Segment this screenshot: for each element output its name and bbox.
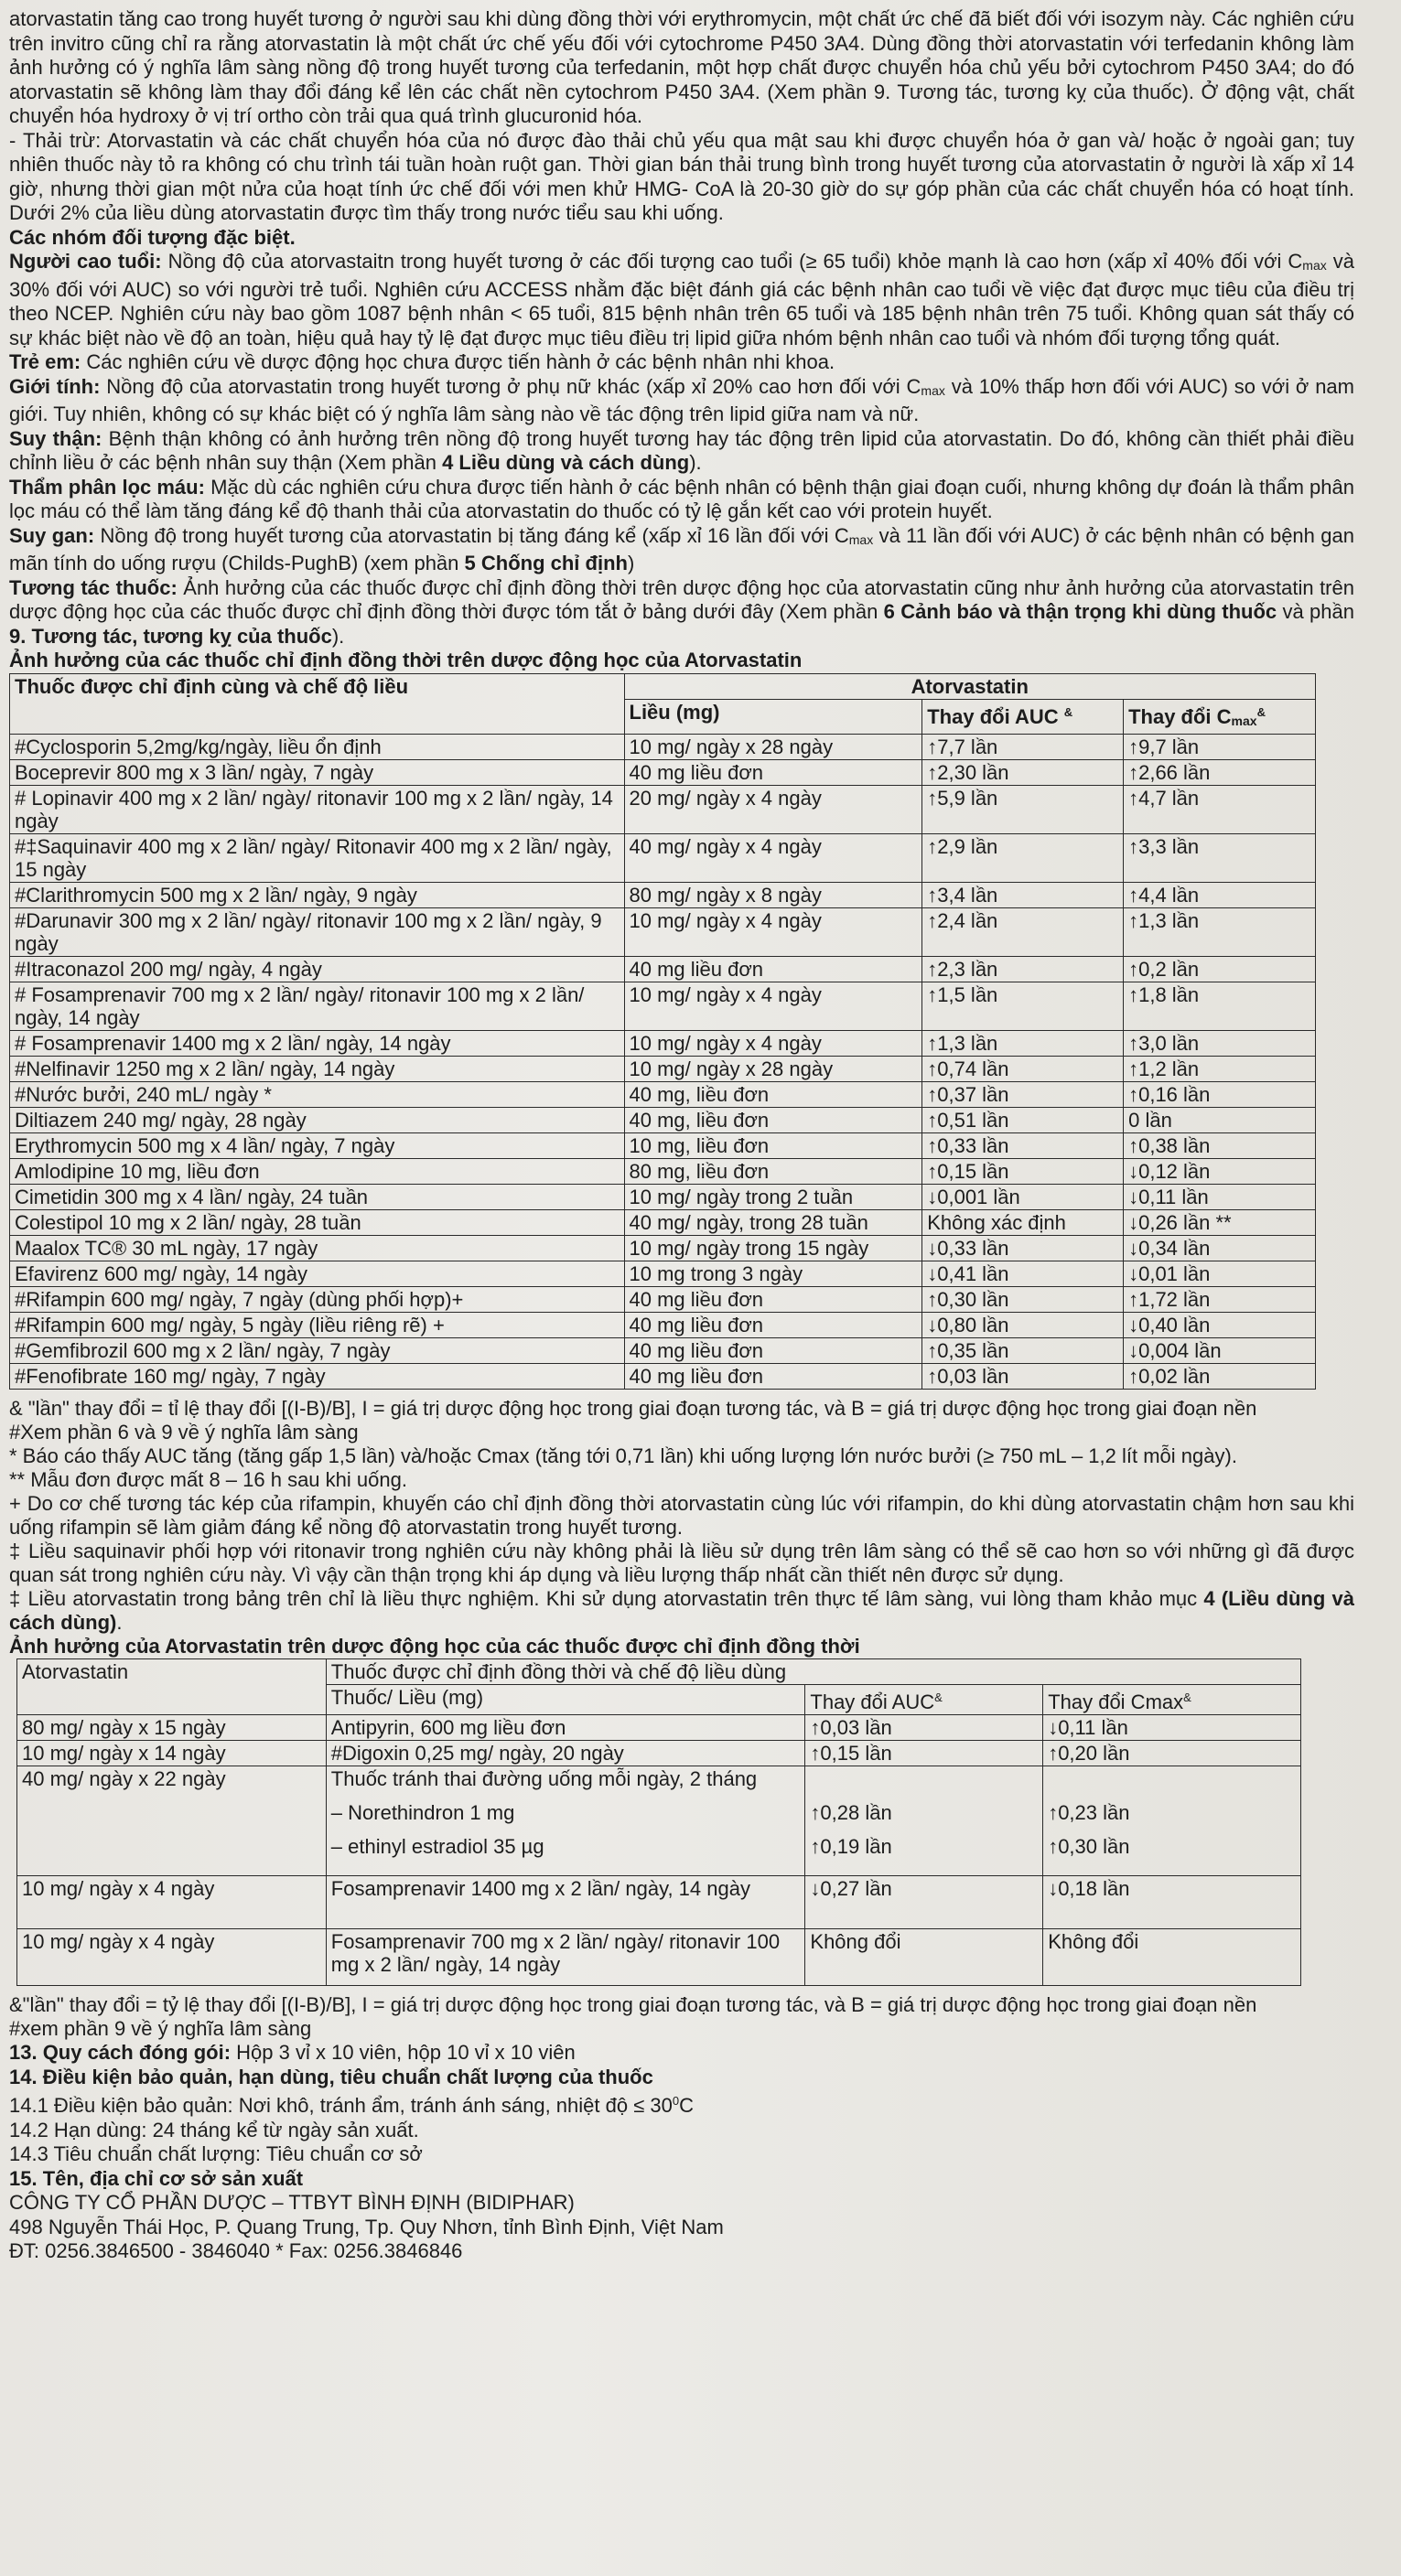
- table-cell: 40 mg/ ngày, trong 28 tuần: [624, 1209, 922, 1235]
- table-cell: ↑9,7 lần: [1124, 734, 1316, 759]
- table-cell: ↓0,41 lần: [922, 1261, 1124, 1286]
- table2-title: Ảnh hưởng của Atorvastatin trên dược động học của các thuốc được chỉ định đồng thời: [9, 1634, 860, 1658]
- table-cell: ↓0,80 lần: [922, 1312, 1124, 1337]
- table-cell: ↑0,38 lần: [1124, 1132, 1316, 1158]
- table-row: [17, 1766, 1301, 1876]
- table-cell: #Itraconazol 200 mg/ ngày, 4 ngày: [10, 956, 625, 982]
- company-phone: ĐT: 0256.3846500 - 3846040 * Fax: 0256.3846846: [9, 2239, 463, 2262]
- table-row: [10, 1081, 1316, 1107]
- table-cell: ↓0,12 lần: [1124, 1158, 1316, 1184]
- table-cell: ↓0,004 lần: [1124, 1337, 1316, 1363]
- table-cell: # Fosamprenavir 700 mg x 2 lần/ ngày/ ritonavir 100 mg x 2 lần/ ngày, 14 ngày: [10, 982, 625, 1030]
- table-cell: ↑0,37 lần: [922, 1081, 1124, 1107]
- table-cell: ↑2,4 lần: [922, 907, 1124, 956]
- table-cell: ↑0,03 lần: [922, 1363, 1124, 1389]
- section-14-1: 14.1 Điều kiện bảo quản: Nơi khô, tránh ẩm, tránh ánh sáng, nhiệt độ ≤ $30^0C$: [9, 2094, 694, 2117]
- table-cell: ↑2,9 lần: [922, 833, 1124, 882]
- table-cell: # Fosamprenavir 1400 mg x 2 lần/ ngày, 14 ngày: [10, 1030, 625, 1056]
- table-cell: ↑1,2 lần: [1124, 1056, 1316, 1081]
- table-row: [10, 1107, 1316, 1132]
- table-cell: #‡Saquinavir 400 mg x 2 lần/ ngày/ Ritonavir 400 mg x 2 lần/ ngày, 15 ngày: [10, 833, 625, 882]
- table-cell: ↑2,3 lần: [922, 956, 1124, 982]
- table-cell: #Digoxin 0,25 mg/ ngày, 20 ngày: [326, 1741, 805, 1766]
- table-cell: ↑0,2 lần: [1124, 956, 1316, 982]
- table-row: [10, 1184, 1316, 1209]
- table-cell: ↑0,30 lần: [922, 1286, 1124, 1312]
- gender-paragraph: Giới tính: Nồng độ của atorvastatin trong huyết tương ở phụ nữ khác (xấp xỉ 20% cao hơn đối với Cmax và 10% thấp hơn đối với AUC) so với ở nam giới. Tuy nhiên, không có sự khác biệt có ý nghĩa lâm sàng nào về tác động trên lipid giữa nam và nữ.: [9, 374, 1354, 425]
- table-row: [10, 833, 1316, 882]
- table-cell: # Lopinavir 400 mg x 2 lần/ ngày/ ritonavir 100 mg x 2 lần/ ngày, 14 ngày: [10, 785, 625, 833]
- table2-header-group: Thuốc được chỉ định đồng thời và chế độ liều dùng: [326, 1659, 1300, 1685]
- table-row: [10, 759, 1316, 785]
- table-cell: Boceprevir 800 mg x 3 lần/ ngày, 7 ngày: [10, 759, 625, 785]
- intro-paragraph-2: - Thải trừ: Atorvastatin và các chất chuyển hóa của nó được đào thải chủ yếu qua mật sau khi được chuyển hóa ở gan và/ hoặc ở ngoài gan; tuy nhiên thuốc này tỏ ra không có chu trình tái tuần hoàn ruột gan. Thời gian bán thải trung bình trong huyết tương của atorvastatin ở người là xấp xỉ 14 giờ, nhưng thời gian một nửa của hoạt tính ức chế đối với men khử HMG- CoA là 20-30 giờ do sự góp phần của các chất chuyển hóa có hoạt tính. Dưới 2% của liều dùng atorvastatin được tìm thấy trong nước tiểu sau khi uống.: [9, 128, 1354, 224]
- table2-header-cmax: Thay đổi Cmax&: [1043, 1685, 1301, 1715]
- table-cell: ↓0,26 lần **: [1124, 1209, 1316, 1235]
- auc-value: ↑0,28 lần: [810, 1801, 892, 1824]
- table-cell: 40 mg liều đơn: [624, 1337, 922, 1363]
- table-cell: 40 mg, liều đơn: [624, 1107, 922, 1132]
- table-cell: 40 mg/ ngày x 22 ngày: [17, 1766, 327, 1876]
- auc-value: ↑0,19 lần: [810, 1835, 892, 1858]
- table-cell: Không đổi: [805, 1929, 1043, 1986]
- table-cell: ↓0,27 lần: [805, 1876, 1043, 1929]
- table-cell: 10 mg/ ngày x 4 ngày: [17, 1876, 327, 1929]
- table-row: [10, 785, 1316, 833]
- table-cell: ↑2,66 lần: [1124, 759, 1316, 785]
- table-cell: ↑0,15 lần: [805, 1741, 1043, 1766]
- table-cell: 10 mg/ ngày x 28 ngày: [624, 1056, 922, 1081]
- table-cell: ↓0,01 lần: [1124, 1261, 1316, 1286]
- table-cell: ↓0,33 lần: [922, 1235, 1124, 1261]
- table1-header-cmax: Thay đổi Cmax&: [1124, 699, 1316, 734]
- interaction-table-2: [16, 1658, 1301, 1986]
- table-cell: 80 mg, liều đơn: [624, 1158, 922, 1184]
- table-cell: 40 mg liều đơn: [624, 1312, 922, 1337]
- table-cell: ↓0,001 lần: [922, 1184, 1124, 1209]
- section-14-2: 14.2 Hạn dùng: 24 tháng kể từ ngày sản xuất.: [9, 2118, 419, 2141]
- table-row: [10, 1312, 1316, 1337]
- section-14-3: 14.3 Tiêu chuẩn chất lượng: Tiêu chuẩn cơ sở: [9, 2142, 423, 2165]
- table-row: [10, 1363, 1316, 1389]
- table-cell: ↑1,3 lần: [922, 1030, 1124, 1056]
- table-cell: Efavirenz 600 mg/ ngày, 14 ngày: [10, 1261, 625, 1286]
- table-cell: 10 mg trong 3 ngày: [624, 1261, 922, 1286]
- cmax-value: ↑0,30 lần: [1048, 1835, 1130, 1858]
- table-row: [10, 1030, 1316, 1056]
- table-cell: ↑4,7 lần: [1124, 785, 1316, 833]
- hepatic-paragraph: Suy gan: Nồng độ trong huyết tương của atorvastatin bị tăng đáng kể (xấp xỉ 16 lần đối với Cmax và 11 lần đối với AUC) ở các bệnh nhân có bệnh gan mãn tính do uống rượu (Childs-PughB) (xem phần 5 Chống chỉ định): [9, 523, 1354, 574]
- table1-title: Ảnh hưởng của các thuốc chỉ định đồng thời trên dược động học của Atorvastatin: [9, 649, 803, 671]
- table-cell: Không xác định: [922, 1209, 1124, 1235]
- table-cell: Amlodipine 10 mg, liều đơn: [10, 1158, 625, 1184]
- table-row: [17, 1741, 1301, 1766]
- table-cell: 80 mg/ ngày x 15 ngày: [17, 1715, 327, 1741]
- table-cell: ↑0,02 lần: [1124, 1363, 1316, 1389]
- footnote: #Xem phần 6 và 9 về ý nghĩa lâm sàng: [9, 1420, 359, 1444]
- table-cell: 0 lần: [1124, 1107, 1316, 1132]
- table-cell: 40 mg/ ngày x 4 ngày: [624, 833, 922, 882]
- norethindron-label: – Norethindron 1 mg: [330, 1801, 515, 1824]
- table-cell: ↑0,03 lần: [805, 1715, 1043, 1741]
- table-cell: ↑4,4 lần: [1124, 882, 1316, 907]
- table-row: [10, 1056, 1316, 1081]
- intro-paragraph-1: atorvastatin tăng cao trong huyết tương ở người sau khi dùng đồng thời với erythromycin, một chất ức chế đã biết đối với isozym này. Các nghiên cứu trên invitro cũng chỉ ra rằng atorvastatin là một chất ức chế yếu đối với cytochrome P450 3A4. Dùng đồng thời atorvastatin với terfedanin không làm ảnh hưởng có ý nghĩa lâm sàng nồng độ trong huyết tương của terfedanin, một hợp chất được chuyển hóa chủ yếu bởi cytochrom P450 3A4; do đó atorvastatin sẽ không làm thay đổi đáng kể lên các chất nền cytochrom P450 3A4. (Xem phần 9. Tương tác, tương kỵ của thuốc). Ở động vật, chất chuyển hóa hydroxy ở vị trí ortho còn trải qua quá trình glucuronid hóa.: [9, 7, 1354, 127]
- table-cell: ↓0,18 lần: [1043, 1876, 1301, 1929]
- footnote: & "lần" thay đổi = tỉ lệ thay đổi [(I-B)/B], I = giá trị dược động học trong giai đoạn tương tác, và B = giá trị dược động học trong giai đoạn nền: [9, 1396, 1257, 1420]
- table-cell: #Clarithromycin 500 mg x 2 lần/ ngày, 9 ngày: [10, 882, 625, 907]
- table-cell: 40 mg liều đơn: [624, 956, 922, 982]
- footnote: + Do cơ chế tương tác kép của rifampin, khuyến cáo chỉ định đồng thời atorvastatin cùng lúc với rifampin, do khi dùng atorvastatin chậm hơn sau khi uống rifampin sẽ làm giảm đáng kể nồng độ atorvastatin trong huyết tương.: [9, 1491, 1354, 1539]
- contraceptive-label: Thuốc tránh thai đường uống mỗi ngày, 2 tháng: [330, 1767, 758, 1790]
- table1-footnotes: [9, 1397, 1354, 1635]
- table-cell: #Rifampin 600 mg/ ngày, 7 ngày (dùng phối hợp)+: [10, 1286, 625, 1312]
- document-content: [9, 7, 1354, 2264]
- footnote: ‡ Liều atorvastatin trong bảng trên chỉ là liều thực nghiệm. Khi sử dụng atorvastatin trên thực tế lâm sàng, vui lòng tham khảo mục 4 (Liều dùng và cách dùng).: [9, 1586, 1354, 1634]
- ethinyl-estradiol-label: – ethinyl estradiol 35 µg: [330, 1835, 544, 1858]
- children-paragraph: Trẻ em: Các nghiên cứu về dược động học chưa được tiến hành ở các bệnh nhân nhi khoa.: [9, 350, 835, 373]
- table-cell: Colestipol 10 mg x 2 lần/ ngày, 28 tuần: [10, 1209, 625, 1235]
- table-cell: 10 mg/ ngày x 14 ngày: [17, 1741, 327, 1766]
- table2-header-auc: Thay đổi AUC&: [805, 1685, 1043, 1715]
- table-cell: ↑1,8 lần: [1124, 982, 1316, 1030]
- table-cell: 20 mg/ ngày x 4 ngày: [624, 785, 922, 833]
- table1-header-atorvastatin: Atorvastatin: [624, 673, 1316, 699]
- table1-header-drug: Thuốc được chỉ định cùng và chế độ liều: [10, 673, 625, 734]
- table-cell: ↑0,74 lần: [922, 1056, 1124, 1081]
- special-groups-heading: Các nhóm đối tượng đặc biệt.: [9, 225, 296, 249]
- table-cell: Không đổi: [1043, 1929, 1301, 1986]
- table1-body: [10, 734, 1316, 1389]
- table-cell: 10 mg/ ngày x 4 ngày: [624, 907, 922, 956]
- table-cell: ↑1,72 lần: [1124, 1286, 1316, 1312]
- elderly-paragraph: Người cao tuổi: Nồng độ của atorvastaitn trong huyết tương ở các đối tượng cao tuổi (≥ 65 tuổi) khỏe mạnh là cao hơn (xấp xỉ 40% đối với Cmax và 30% đối với AUC) so với người trẻ tuổi. Nghiên cứu ACCESS nhằm đặc biệt đánh giá các bệnh nhân cao tuổi về việc đạt được mục tiêu của điều trị theo NCEP. Nghiên cứu này bao gồm 1087 bệnh nhân < 65 tuổi, 815 bệnh nhân trên 65 tuổi và 185 bệnh nhân trên 75 tuổi. Không quan sát thấy có sự khác biệt nào về độ an toàn, hiệu quả hay tỷ lệ đạt được mục tiêu điều trị lipid giữa nhóm bệnh nhân cao tuổi và nhóm đối tượng tổng quát.: [9, 250, 1354, 349]
- table-row: [10, 1261, 1316, 1286]
- table-cell: 10 mg/ ngày x 28 ngày: [624, 734, 922, 759]
- table-cell: #Darunavir 300 mg x 2 lần/ ngày/ ritonavir 100 mg x 2 lần/ ngày, 9 ngày: [10, 907, 625, 956]
- section-13: 13. Quy cách đóng gói: Hộp 3 vỉ x 10 viên, hộp 10 vỉ x 10 viên: [9, 2041, 576, 2064]
- table-cell: ↑0,16 lần: [1124, 1081, 1316, 1107]
- table-cell: ↓0,34 lần: [1124, 1235, 1316, 1261]
- table-cell: [1043, 1766, 1301, 1876]
- table-cell: ↑2,30 lần: [922, 759, 1124, 785]
- table-cell: #Nelfinavir 1250 mg x 2 lần/ ngày, 14 ngày: [10, 1056, 625, 1081]
- table-cell: 80 mg/ ngày x 8 ngày: [624, 882, 922, 907]
- table-cell: 10 mg/ ngày trong 15 ngày: [624, 1235, 922, 1261]
- table-cell: ↑3,3 lần: [1124, 833, 1316, 882]
- table-row: [10, 1286, 1316, 1312]
- dialysis-paragraph: Thẩm phân lọc máu: Mặc dù các nghiên cứu chưa được tiến hành ở các bệnh nhân có bệnh thận giai đoạn cuối, nhưng không dự đoán là thẩm phân lọc máu có thể làm tăng đáng kể độ thanh thải của atorvastatin do thuốc có tỷ lệ gắn kết cao với protein huyết.: [9, 475, 1354, 522]
- table-row: [10, 882, 1316, 907]
- table-cell: ↑3,0 lần: [1124, 1030, 1316, 1056]
- table-cell: [805, 1766, 1043, 1876]
- section-15-heading: 15. Tên, địa chỉ cơ sở sản xuất: [9, 2166, 304, 2190]
- table-row: [10, 956, 1316, 982]
- table-cell: ↑3,4 lần: [922, 882, 1124, 907]
- footnote: #xem phần 9 về ý nghĩa lâm sàng: [9, 2017, 312, 2040]
- table-cell: ↓0,11 lần: [1124, 1184, 1316, 1209]
- table1-header-auc: Thay đổi AUC &: [922, 699, 1124, 734]
- footnote: &"lần" thay đổi = tỷ lệ thay đổi [(I-B)/B], I = giá trị dược động học trong giai đoạn tương tác, và B = giá trị dược động học trong giai đoạn nền: [9, 1993, 1257, 2016]
- table-cell: #Rifampin 600 mg/ ngày, 5 ngày (liều riêng rẽ) +: [10, 1312, 625, 1337]
- footnote: ** Mẫu đơn được mất 8 – 16 h sau khi uống.: [9, 1467, 407, 1491]
- table-cell: 40 mg liều đơn: [624, 1363, 922, 1389]
- table-cell: Cimetidin 300 mg x 4 lần/ ngày, 24 tuần: [10, 1184, 625, 1209]
- table-cell: [326, 1766, 805, 1876]
- table-cell: 10 mg/ ngày trong 2 tuần: [624, 1184, 922, 1209]
- table-cell: 40 mg liều đơn: [624, 759, 922, 785]
- table-cell: ↑1,5 lần: [922, 982, 1124, 1030]
- table-cell: #Nước bưởi, 240 mL/ ngày *: [10, 1081, 625, 1107]
- table-row: [10, 734, 1316, 759]
- table1-header-dose: Liều (mg): [624, 699, 922, 734]
- renal-paragraph: Suy thận: Bệnh thận không có ảnh hưởng trên nồng độ trong huyết tương hay tác động trên lipid của atorvastatin. Do đó, không cần thiết phải điều chỉnh liều ở các bệnh nhân suy thận (Xem phần 4 Liều dùng và cách dùng).: [9, 426, 1354, 474]
- table-row: [10, 1132, 1316, 1158]
- company-address: 498 Nguyễn Thái Học, P. Quang Trung, Tp. Quy Nhơn, tỉnh Bình Định, Việt Nam: [9, 2215, 724, 2238]
- table-cell: Diltiazem 240 mg/ ngày, 28 ngày: [10, 1107, 625, 1132]
- section-14-heading: 14. Điều kiện bảo quản, hạn dùng, tiêu chuẩn chất lượng của thuốc: [9, 2065, 653, 2088]
- table-cell: #Cyclosporin 5,2mg/kg/ngày, liều ổn định: [10, 734, 625, 759]
- table-cell: Antipyrin, 600 mg liều đơn: [326, 1715, 805, 1741]
- footnote: ‡ Liều saquinavir phối hợp với ritonavir trong nghiên cứu này không phải là liều sử dụng trên lâm sàng có thể sẽ cao hơn so với những gì đã được quan sát trong nghiên cứu này. Vì vậy cần thận trọng khi áp dụng và liều lượng thấp nhất cần thiết nên được sử dụng.: [9, 1539, 1354, 1586]
- table-row: [17, 1715, 1301, 1741]
- table-row: [10, 1209, 1316, 1235]
- table-cell: Erythromycin 500 mg x 4 lần/ ngày, 7 ngày: [10, 1132, 625, 1158]
- company-name: CÔNG TY CỔ PHẦN DƯỢC – TTBYT BÌNH ĐỊNH (BIDIPHAR): [9, 2191, 575, 2214]
- table-cell: 10 mg/ ngày x 4 ngày: [17, 1929, 327, 1986]
- table2-header-drug: Thuốc/ Liều (mg): [326, 1685, 805, 1715]
- table-row: [10, 1235, 1316, 1261]
- table-cell: ↑0,20 lần: [1043, 1741, 1301, 1766]
- interaction-table-1: [9, 673, 1316, 1390]
- table-row: [17, 1929, 1301, 1986]
- table-cell: ↑0,35 lần: [922, 1337, 1124, 1363]
- table-cell: 10 mg/ ngày x 4 ngày: [624, 982, 922, 1030]
- table-cell: 10 mg/ ngày x 4 ngày: [624, 1030, 922, 1056]
- table-cell: #Gemfibrozil 600 mg x 2 lần/ ngày, 7 ngày: [10, 1337, 625, 1363]
- cmax-value: ↑0,23 lần: [1048, 1801, 1130, 1824]
- table-cell: Fosamprenavir 1400 mg x 2 lần/ ngày, 14 ngày: [326, 1876, 805, 1929]
- table-cell: 10 mg, liều đơn: [624, 1132, 922, 1158]
- table-cell: ↑7,7 lần: [922, 734, 1124, 759]
- table-cell: ↓0,40 lần: [1124, 1312, 1316, 1337]
- table2-header-atorvastatin: Atorvastatin: [17, 1659, 327, 1715]
- table-cell: ↑0,33 lần: [922, 1132, 1124, 1158]
- table-row: [10, 1158, 1316, 1184]
- table-cell: ↑0,15 lần: [922, 1158, 1124, 1184]
- table-row: [10, 1337, 1316, 1363]
- table-cell: ↓0,11 lần: [1043, 1715, 1301, 1741]
- footnote: * Báo cáo thấy AUC tăng (tăng gấp 1,5 lần) và/hoặc Cmax (tăng tới 0,71 lần) khi uống lượng lớn nước bưởi (≥ 750 mL – 1,2 lít mỗi ngày).: [9, 1444, 1237, 1467]
- table-cell: Fosamprenavir 700 mg x 2 lần/ ngày/ ritonavir 100 mg x 2 lần/ ngày, 14 ngày: [326, 1929, 805, 1986]
- table-cell: 40 mg, liều đơn: [624, 1081, 922, 1107]
- table-row: [10, 907, 1316, 956]
- table-cell: #Fenofibrate 160 mg/ ngày, 7 ngày: [10, 1363, 625, 1389]
- table-cell: Maalox TC® 30 mL ngày, 17 ngày: [10, 1235, 625, 1261]
- table2-footnotes: [9, 1993, 1354, 2041]
- table-row: [10, 982, 1316, 1030]
- table-cell: ↑1,3 lần: [1124, 907, 1316, 956]
- interaction-paragraph: Tương tác thuốc: Ảnh hưởng của các thuốc được chỉ định đồng thời trên dược động học của atorvastatin cũng như ảnh hưởng của atorvastatin trên dược động học của các thuốc được chỉ định đồng thời được tóm tắt ở bảng dưới đây (Xem phần 6 Cảnh báo và thận trọng khi dùng thuốc và phần 9. Tương tác, tương kỵ của thuốc).: [9, 575, 1354, 648]
- table-cell: ↑0,51 lần: [922, 1107, 1124, 1132]
- table-cell: ↑5,9 lần: [922, 785, 1124, 833]
- table-cell: 40 mg liều đơn: [624, 1286, 922, 1312]
- table-row: [17, 1876, 1301, 1929]
